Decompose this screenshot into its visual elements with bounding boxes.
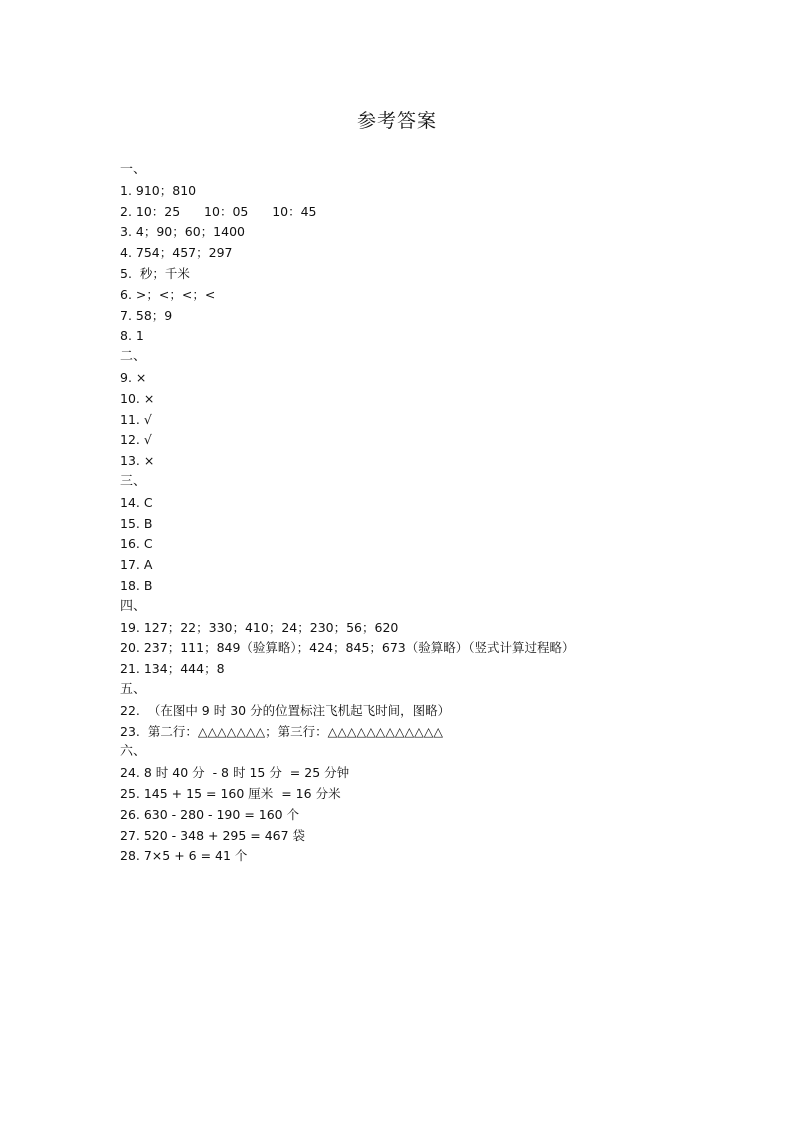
answer-line: 22. （在图中 9 时 30 分的位置标注飞机起飞时间，图略） — [120, 702, 451, 718]
answer-line: 6. >；<；<；< — [120, 286, 216, 302]
page-title: 参考答案 — [356, 110, 437, 132]
answer-line: 12. √ — [120, 432, 152, 448]
answer-line: 24. 8 时 40 分 - 8 时 15 分 = 25 分钟 — [120, 765, 350, 781]
answer-line: 9. × — [120, 369, 147, 385]
section-heading: 四、 — [120, 598, 147, 614]
answer-line: 23. 第二行：△△△△△△△；第三行：△△△△△△△△△△△△ — [120, 723, 443, 739]
answer-line: 26. 630 - 280 - 190 = 160 个 — [120, 806, 300, 822]
answer-list — [120, 160, 720, 867]
section-heading: 六、 — [120, 744, 147, 760]
answer-line: 27. 520 - 348 + 295 = 467 袋 — [120, 827, 306, 843]
answer-line: 13. × — [120, 453, 155, 469]
answer-line: 15. B — [120, 515, 153, 531]
answer-line: 14. C — [120, 494, 153, 510]
answer-line: 5. 秒；千米 — [120, 265, 190, 281]
answer-line: 2. 10：25 10：05 10：45 — [120, 203, 317, 219]
answer-line: 7. 58；9 — [120, 307, 173, 323]
answer-line: 20. 237；111；849（验算略）；424；845；673（验算略）（竖式计算过程略） — [120, 640, 575, 656]
answer-line: 18. B — [120, 577, 153, 593]
answer-line: 1. 910；810 — [120, 182, 197, 198]
answer-line: 8. 1 — [120, 328, 144, 344]
answer-line: 3. 4；90；60；1400 — [120, 224, 245, 240]
answer-line: 11. √ — [120, 411, 152, 427]
section-heading: 五、 — [120, 681, 147, 697]
answer-line: 25. 145 + 15 = 160 厘米 = 16 分米 — [120, 785, 341, 801]
section-heading: 二、 — [120, 349, 147, 365]
answer-line: 16. C — [120, 536, 153, 552]
answer-line: 10. × — [120, 390, 155, 406]
answer-line: 19. 127；22；330；410；24；230；56；620 — [120, 619, 399, 635]
section-heading: 一、 — [120, 162, 147, 177]
section-heading: 三、 — [120, 473, 147, 489]
answer-line: 17. A — [120, 557, 153, 573]
answer-line: 21. 134；444；8 — [120, 661, 225, 677]
answer-line: 28. 7×5 + 6 = 41 个 — [120, 848, 248, 864]
answer-line: 4. 754；457；297 — [120, 245, 233, 261]
